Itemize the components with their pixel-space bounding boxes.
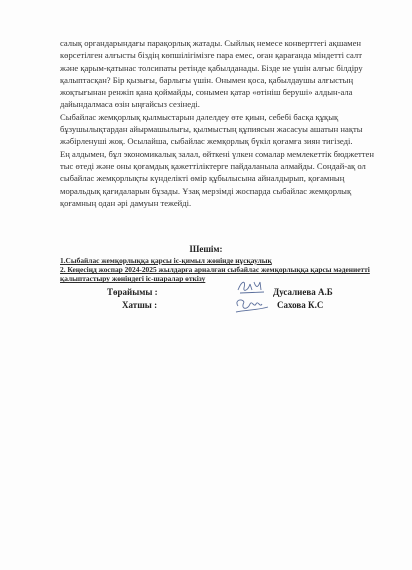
chair-label: Төрайымы : <box>107 287 158 297</box>
secretary-name: Сахова К.С <box>277 300 324 310</box>
decision-item-1: 1.Сыбайлас жемқорлыққа қарсы іс-қимыл жөнінде нұсқаулық <box>60 256 272 265</box>
secretary-signature <box>232 294 272 316</box>
decision-heading: Шешім: <box>189 244 223 254</box>
body-text <box>60 37 380 209</box>
secretary-label: Хатшы : <box>122 300 158 310</box>
decision-item-2: 2. Кеңесіңд жоспар 2024-2025 жылдарға арналған сыбайлас жемқорлыққа қарсы мәдениетті қалыптастыру жөніндегі іс-шаралар өткізу <box>60 265 370 284</box>
chair-signature <box>234 276 270 296</box>
decision-list <box>60 256 380 284</box>
paragraph-1: салық органдарындағы парақорлық жатады. Сыйлық немесе конверттегі ақшамен көрсетілген алғысты біздің көпшілігімізге пара емес, оған қарағанда міндетті салт және қарым-қатынас толсипаты ретінде қабылданады. Бізде не үшін алғыс білдіру қалыптасқан? Бір қызығы, барлығы үшін. Онымен қоса, қабылдаушы алғыстың жоқтығынан ренжіп қана қоймайды, сонымен қатар «өтініш беруші» алдын-ала дайындалмаса өзін ыңғайсыз сезінеді. <box>60 38 363 110</box>
paragraph-2: Сыбайлас жемқорлық қылмыстарын дәлелдеу өте қиын, себебі басқа құқық бұзушылықтардан айырмашылығы, қылмыстың құпиясын жасасуы ашатын нақты жәбірленуші жоқ. Осылайша, сыбайлас жемқорлық бүкіл қоғамға зиян тигізеді. <box>60 111 363 147</box>
paragraph-3: Ең алдымен, бұл экономикалық залал, өйткені үлкен сомалар мемлекеттік бюджеттен тыс өтеді және оны қоғамдық қажеттіліктерге пайдаланыла алмайды. Сондай-ақ ол сыбайлас жемқорлықты күнделікті өмір құбылысына айналдырып, қоғамның моральдық қағидаларын бұзады. Ұзақ мерзімді жоспарда сыбайлас жемқорлық қоғамның одан әрі дамуын тежейді. <box>60 148 374 208</box>
chair-name: Дусалиева А.Б <box>273 287 333 297</box>
